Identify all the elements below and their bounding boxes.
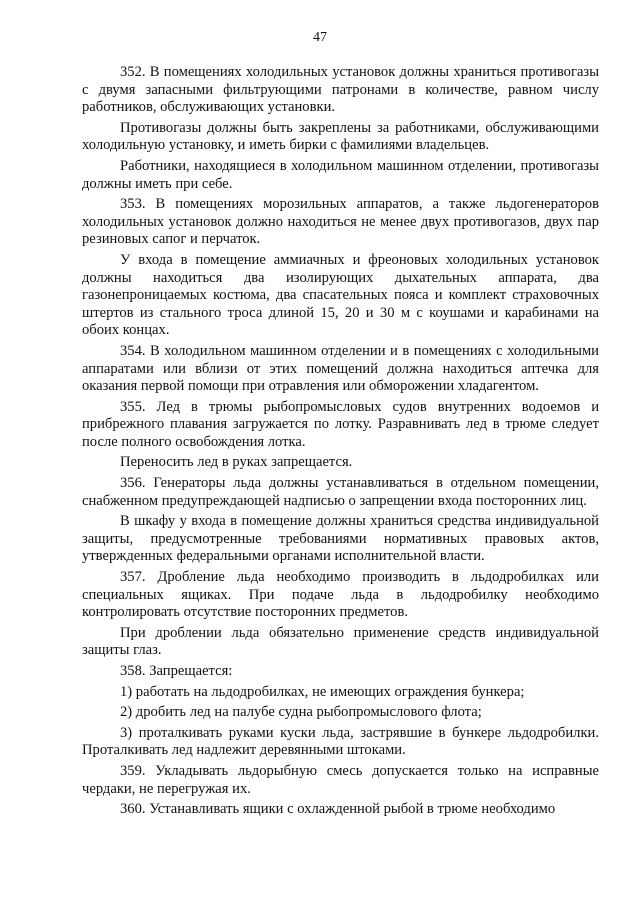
paragraph-356: 356. Генераторы льда должны устанавливаться в отдельном помещении, снабженном предупреждающей надписью о запрещении входа посторонних лиц. xyxy=(82,475,599,509)
paragraph-359: 359. Укладывать льдорыбную смесь допускается только на исправные чердаки, не перегружая их. xyxy=(82,762,599,797)
paragraph-360: 360. Устанавливать ящики с охлажденной рыбой в трюме необходимо xyxy=(120,801,556,818)
paragraph-358: 358. Запрещается: xyxy=(120,663,233,679)
paragraph-356-cabinet: В шкафу у входа в помещение должны храниться средства индивидуальной защиты, предусмотренные требованиями нормативных правовых актов, утвержденных федеральными органами исполнительной власти. xyxy=(82,513,599,565)
paragraph-355-carry-ban: Переносить лед в руках запрещается. xyxy=(120,454,353,471)
document-body xyxy=(82,64,599,822)
paragraph-352-workers-carry: Работники, находящиеся в холодильном машинном отделении, противогазы должны иметь при себе. xyxy=(82,157,599,192)
paragraph-352: 352. В помещениях холодильных установок должны храниться противогазы с двумя запасными фильтрующими патронами в количестве, равном числу работников, обслуживающих установки. xyxy=(82,64,599,116)
paragraph-354: 354. В холодильном машинном отделении и в помещениях с холодильными аппаратами или вблизи от этих помещений должна находиться аптечка для оказания первой помощи при отравления или обморожении хладагентом. xyxy=(82,342,599,395)
paragraph-355: 355. Лед в трюмы рыбопромысловых судов внутренних водоемов и прибрежного плавания загружается по лотку. Разравнивать лед в трюме следует после полного освобождения лотка. xyxy=(82,398,599,450)
paragraph-352-gas-masks-assigned: Противогазы должны быть закреплены за работниками, обслуживающими холодильную установку, и иметь бирки с фамилиями владельцев. xyxy=(82,119,599,154)
paragraph-353: 353. В помещениях морозильных аппаратов, а также льдогенераторов холодильных установок должно находиться не менее двух противогазов, двух пар резиновых сапог и перчаток. xyxy=(82,196,599,248)
page-number: 47 xyxy=(313,30,327,45)
paragraph-353-entrance-equipment: У входа в помещение аммиачных и фреоновых холодильных установок должны находиться два изолирующих дыхательных аппарата, два газонепроницаемых костюма, два спасательных пояса и комплект страховочных штертов из стального троса длиной 15, 20 и 30 м с коушами и карабинами на обоих концах. xyxy=(82,251,599,339)
paragraph-358-item-3: 3) проталкивать руками куски льда, застрявшие в бункере льдодробилки. Проталкивать лед надлежит деревянными штоками. xyxy=(82,724,599,759)
paragraph-357-eye-protection: При дроблении льда обязательно применение средств индивидуальной защиты глаз. xyxy=(82,624,599,659)
paragraph-358-item-2: 2) дробить лед на палубе судна рыбопромыслового флота; xyxy=(120,704,482,721)
paragraph-358-item-1: 1) работать на льдодробилках, не имеющих ограждения бункера; xyxy=(120,683,525,700)
paragraph-357: 357. Дробление льда необходимо производить в льдодробилках или специальных ящиках. При подаче льда в льдодробилку необходимо контролировать отсутствие посторонних предметов. xyxy=(82,569,599,621)
